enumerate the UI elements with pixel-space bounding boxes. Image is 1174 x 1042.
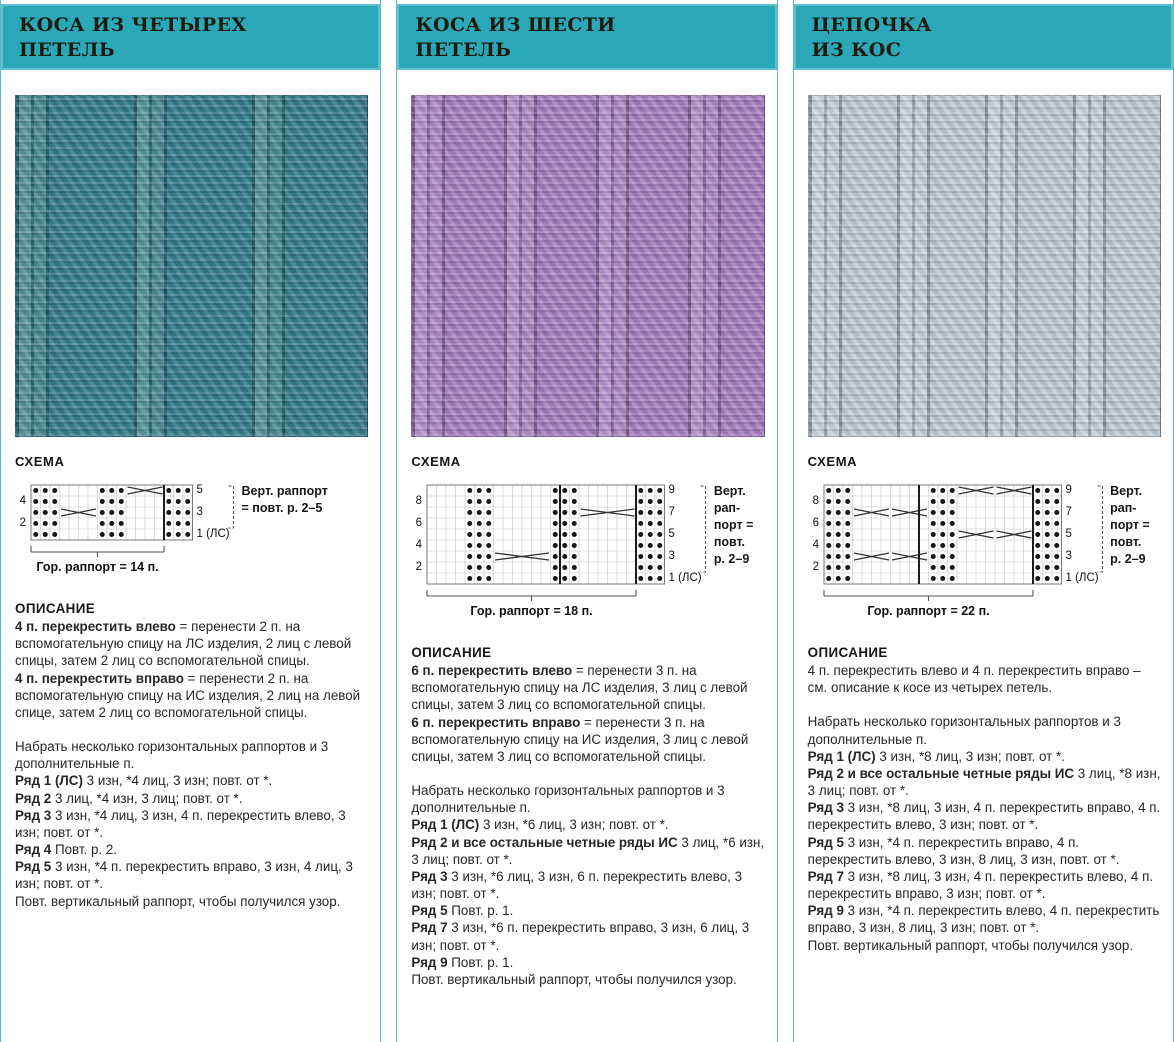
- text-block: [411, 662, 764, 765]
- svg-text:9: 9: [668, 484, 676, 496]
- horizontal-rapport-label: Гор. раппорт = 18 п.: [470, 604, 593, 618]
- schema-heading: СХЕМА: [807, 454, 858, 469]
- svg-text:2: 2: [19, 517, 26, 529]
- paragraph: Ряд 3 3 изн, *8 лиц, 3 изн, 4 п. перекрестить вправо, 4 п. перекрестить влево, 3 изн; повт. от *.: [807, 800, 1161, 833]
- svg-text:8: 8: [812, 495, 819, 507]
- description-heading: ОПИСАНИЕ: [15, 601, 96, 616]
- horizontal-rapport-label: Гор. раппорт = 14 п.: [36, 560, 159, 574]
- svg-text:2: 2: [812, 561, 819, 573]
- svg-text:1 (ЛС): 1 (ЛС): [196, 528, 230, 540]
- vertical-rapport-bracket: [1097, 486, 1102, 572]
- horizontal-rapport-label: Гор. раппорт = 22 п.: [867, 604, 990, 618]
- paragraph: Ряд 2 и все остальные четные ряды ИС 3 лиц, *6 изн, 3 лиц; повт. от *.: [411, 834, 765, 867]
- pattern-column-3: [793, 0, 1174, 1042]
- svg-text:3: 3: [1065, 550, 1072, 562]
- pattern-title-line1: КОСА ИЗ ШЕСТИ: [415, 14, 616, 36]
- paragraph: Повт. вертикальный раппорт, чтобы получился узор.: [15, 893, 341, 909]
- text-block: [411, 782, 764, 988]
- paragraph: Ряд 7 3 изн, *8 лиц, 3 изн, 4 п. перекрестить влево, 4 п. перекрестить вправо, 3 изн; повт. от *.: [807, 868, 1154, 902]
- vertical-rapport-label: Верт. раппорт = повт. р. 2–5: [241, 484, 328, 515]
- description-heading: ОПИСАНИЕ: [411, 645, 492, 660]
- svg-text:6: 6: [415, 517, 423, 529]
- vertical-rapport-label: Верт. рап- порт = повт. р. 2–9: [713, 484, 754, 566]
- paragraph: Ряд 9 Повт. р. 1.: [411, 954, 514, 970]
- svg-text:7: 7: [668, 506, 676, 518]
- paragraph: 6 п. перекрестить влево = перенести 3 п. на вспомогательную спицу на ЛС изделия, 3 лиц с левой спицы, затем 3 лиц со вспомогательной спицы.: [411, 663, 748, 713]
- svg-text:3: 3: [196, 506, 203, 518]
- description-text: [411, 662, 764, 988]
- svg-text:7: 7: [1065, 506, 1072, 518]
- description-section: [808, 644, 1161, 954]
- description-text: [808, 662, 1161, 954]
- svg-text:1 (ЛС): 1 (ЛС): [1065, 572, 1099, 584]
- pattern-title: [397, 4, 776, 70]
- text-block: [15, 738, 368, 910]
- paragraph: Повт. вертикальный раппорт, чтобы получился узор.: [807, 937, 1134, 953]
- description-text: [15, 618, 368, 910]
- svg-text:2: 2: [415, 561, 423, 573]
- paragraph: 6 п. перекрестить вправо = перенести 3 п. на вспомогательную спицу на ИС изделия, 3 лиц с левой спицы, затем 3 лиц со вспомогательной спицы.: [411, 714, 749, 764]
- text-block: [808, 713, 1161, 953]
- paragraph: Ряд 5 Повт. р. 1.: [411, 903, 514, 919]
- paragraph: Ряд 5 3 изн, *4 п. перекрестить вправо, 4 п. перекрестить влево, 3 изн, 8 лиц, 3 изн, повт. от *.: [807, 834, 1120, 867]
- svg-text:1 (ЛС): 1 (ЛС): [668, 572, 702, 584]
- text-block: [808, 662, 1161, 696]
- description-section: [15, 600, 368, 910]
- paragraph: Ряд 1 (ЛС) 3 изн, *6 лиц, 3 изн; повт. от *.: [411, 817, 669, 833]
- chart-area: [15, 481, 368, 584]
- vertical-rapport-bracket: [229, 486, 234, 528]
- pattern-column-1: [0, 0, 381, 1042]
- svg-text:3: 3: [668, 550, 676, 562]
- knit-swatch-photo: [808, 95, 1161, 437]
- paragraph: Ряд 4 Повт. р. 2.: [15, 842, 118, 858]
- pattern-title-line2: ПЕТЕЛЬ: [415, 39, 512, 62]
- chart-area: [411, 481, 764, 628]
- paragraph: Ряд 3 3 изн, *4 лиц, 3 изн, 4 п. перекрестить влево, 3 изн; повт. от *.: [15, 807, 346, 840]
- svg-text:8: 8: [415, 495, 423, 507]
- paragraph: Ряд 2 и все остальные четные ряды ИС 3 лиц, *8 изн, 3 лиц; повт. от *.: [807, 765, 1161, 799]
- paragraph: Ряд 2 3 лиц, *4 изн, 3 лиц; повт. от *.: [15, 790, 243, 806]
- paragraph: 4 п. перекрестить влево = перенести 2 п. на вспомогательную спицу на ЛС изделия, 2 лиц с левой спицы, затем 2 лиц со вспомогательной спицы.: [15, 619, 352, 669]
- svg-text:5: 5: [668, 528, 676, 540]
- paragraph: Набрать несколько горизонтальных раппортов и 3 дополнительные п.: [411, 783, 725, 816]
- paragraph: Ряд 7 3 изн, *6 п. перекрестить вправо, 3 изн, 6 лиц, 3 изн; повт. от *.: [411, 920, 750, 953]
- knit-swatch-photo: [15, 95, 368, 437]
- svg-text:4: 4: [19, 495, 26, 507]
- paragraph: Ряд 3 3 изн, *6 лиц, 3 изн, 6 п. перекрестить влево, 3 изн; повт. от *.: [411, 868, 743, 902]
- svg-text:5: 5: [1065, 528, 1072, 540]
- paragraph: 4 п. перекрестить вправо = перенести 2 п. на вспомогательную спицу на ИС изделия, 2 лиц на левой спице, затем 2 лиц со вспомогательной спицы.: [15, 670, 361, 720]
- svg-text:4: 4: [812, 539, 819, 551]
- knit-swatch-photo: [411, 95, 764, 437]
- pattern-title: [1, 4, 380, 70]
- svg-text:5: 5: [196, 484, 203, 496]
- knitting-chart: [411, 481, 711, 628]
- paragraph: Ряд 1 (ЛС) 3 изн, *8 лиц, 3 изн; повт. от *.: [807, 748, 1065, 764]
- chart-area: [808, 481, 1161, 628]
- vertical-rapport-label: Верт. рап- порт = повт. р. 2–9: [1110, 484, 1150, 566]
- svg-text:4: 4: [415, 539, 423, 551]
- description-section: [411, 644, 764, 988]
- pattern-title-line2: ПЕТЕЛЬ: [19, 39, 115, 62]
- paragraph: 4 п. перекрестить влево и 4 п. перекрестить вправо – см. описание к косе из четырех петель.: [807, 663, 1141, 696]
- schema-heading: СХЕМА: [15, 454, 65, 469]
- svg-text:6: 6: [812, 517, 819, 529]
- paragraph: Ряд 9 3 изн, *4 п. перекрестить влево, 4 п. перекрестить вправо, 3 изн, 8 лиц, 3 изн; повт. от *.: [807, 903, 1160, 936]
- description-heading: ОПИСАНИЕ: [807, 645, 888, 660]
- paragraph: Набрать несколько горизонтальных раппортов и 3 дополнительные п.: [807, 714, 1121, 747]
- paragraph: Ряд 1 (ЛС) 3 изн, *4 лиц, 3 изн; повт. от *.: [15, 773, 273, 789]
- knitting-chart: [808, 481, 1108, 628]
- pattern-column-2: [396, 0, 777, 1042]
- knitting-chart: [15, 481, 239, 584]
- svg-text:9: 9: [1065, 484, 1072, 496]
- schema-heading: СХЕМА: [411, 454, 461, 469]
- pattern-title-line2: ИЗ КОС: [811, 39, 902, 62]
- vertical-rapport-bracket: [701, 486, 706, 572]
- paragraph: Набрать несколько горизонтальных раппортов и 3 дополнительные п.: [15, 739, 329, 772]
- paragraph: Повт. вертикальный раппорт, чтобы получился узор.: [411, 971, 737, 987]
- pattern-title-line1: ЦЕПОЧКА: [811, 14, 932, 36]
- text-block: [15, 618, 368, 721]
- pattern-title: [794, 4, 1173, 70]
- pattern-title-line1: КОСА ИЗ ЧЕТЫРЕХ: [19, 14, 247, 36]
- paragraph: Ряд 5 3 изн, *4 п. перекрестить вправо, 3 изн, 4 лиц, 3 изн; повт. от *.: [15, 859, 353, 892]
